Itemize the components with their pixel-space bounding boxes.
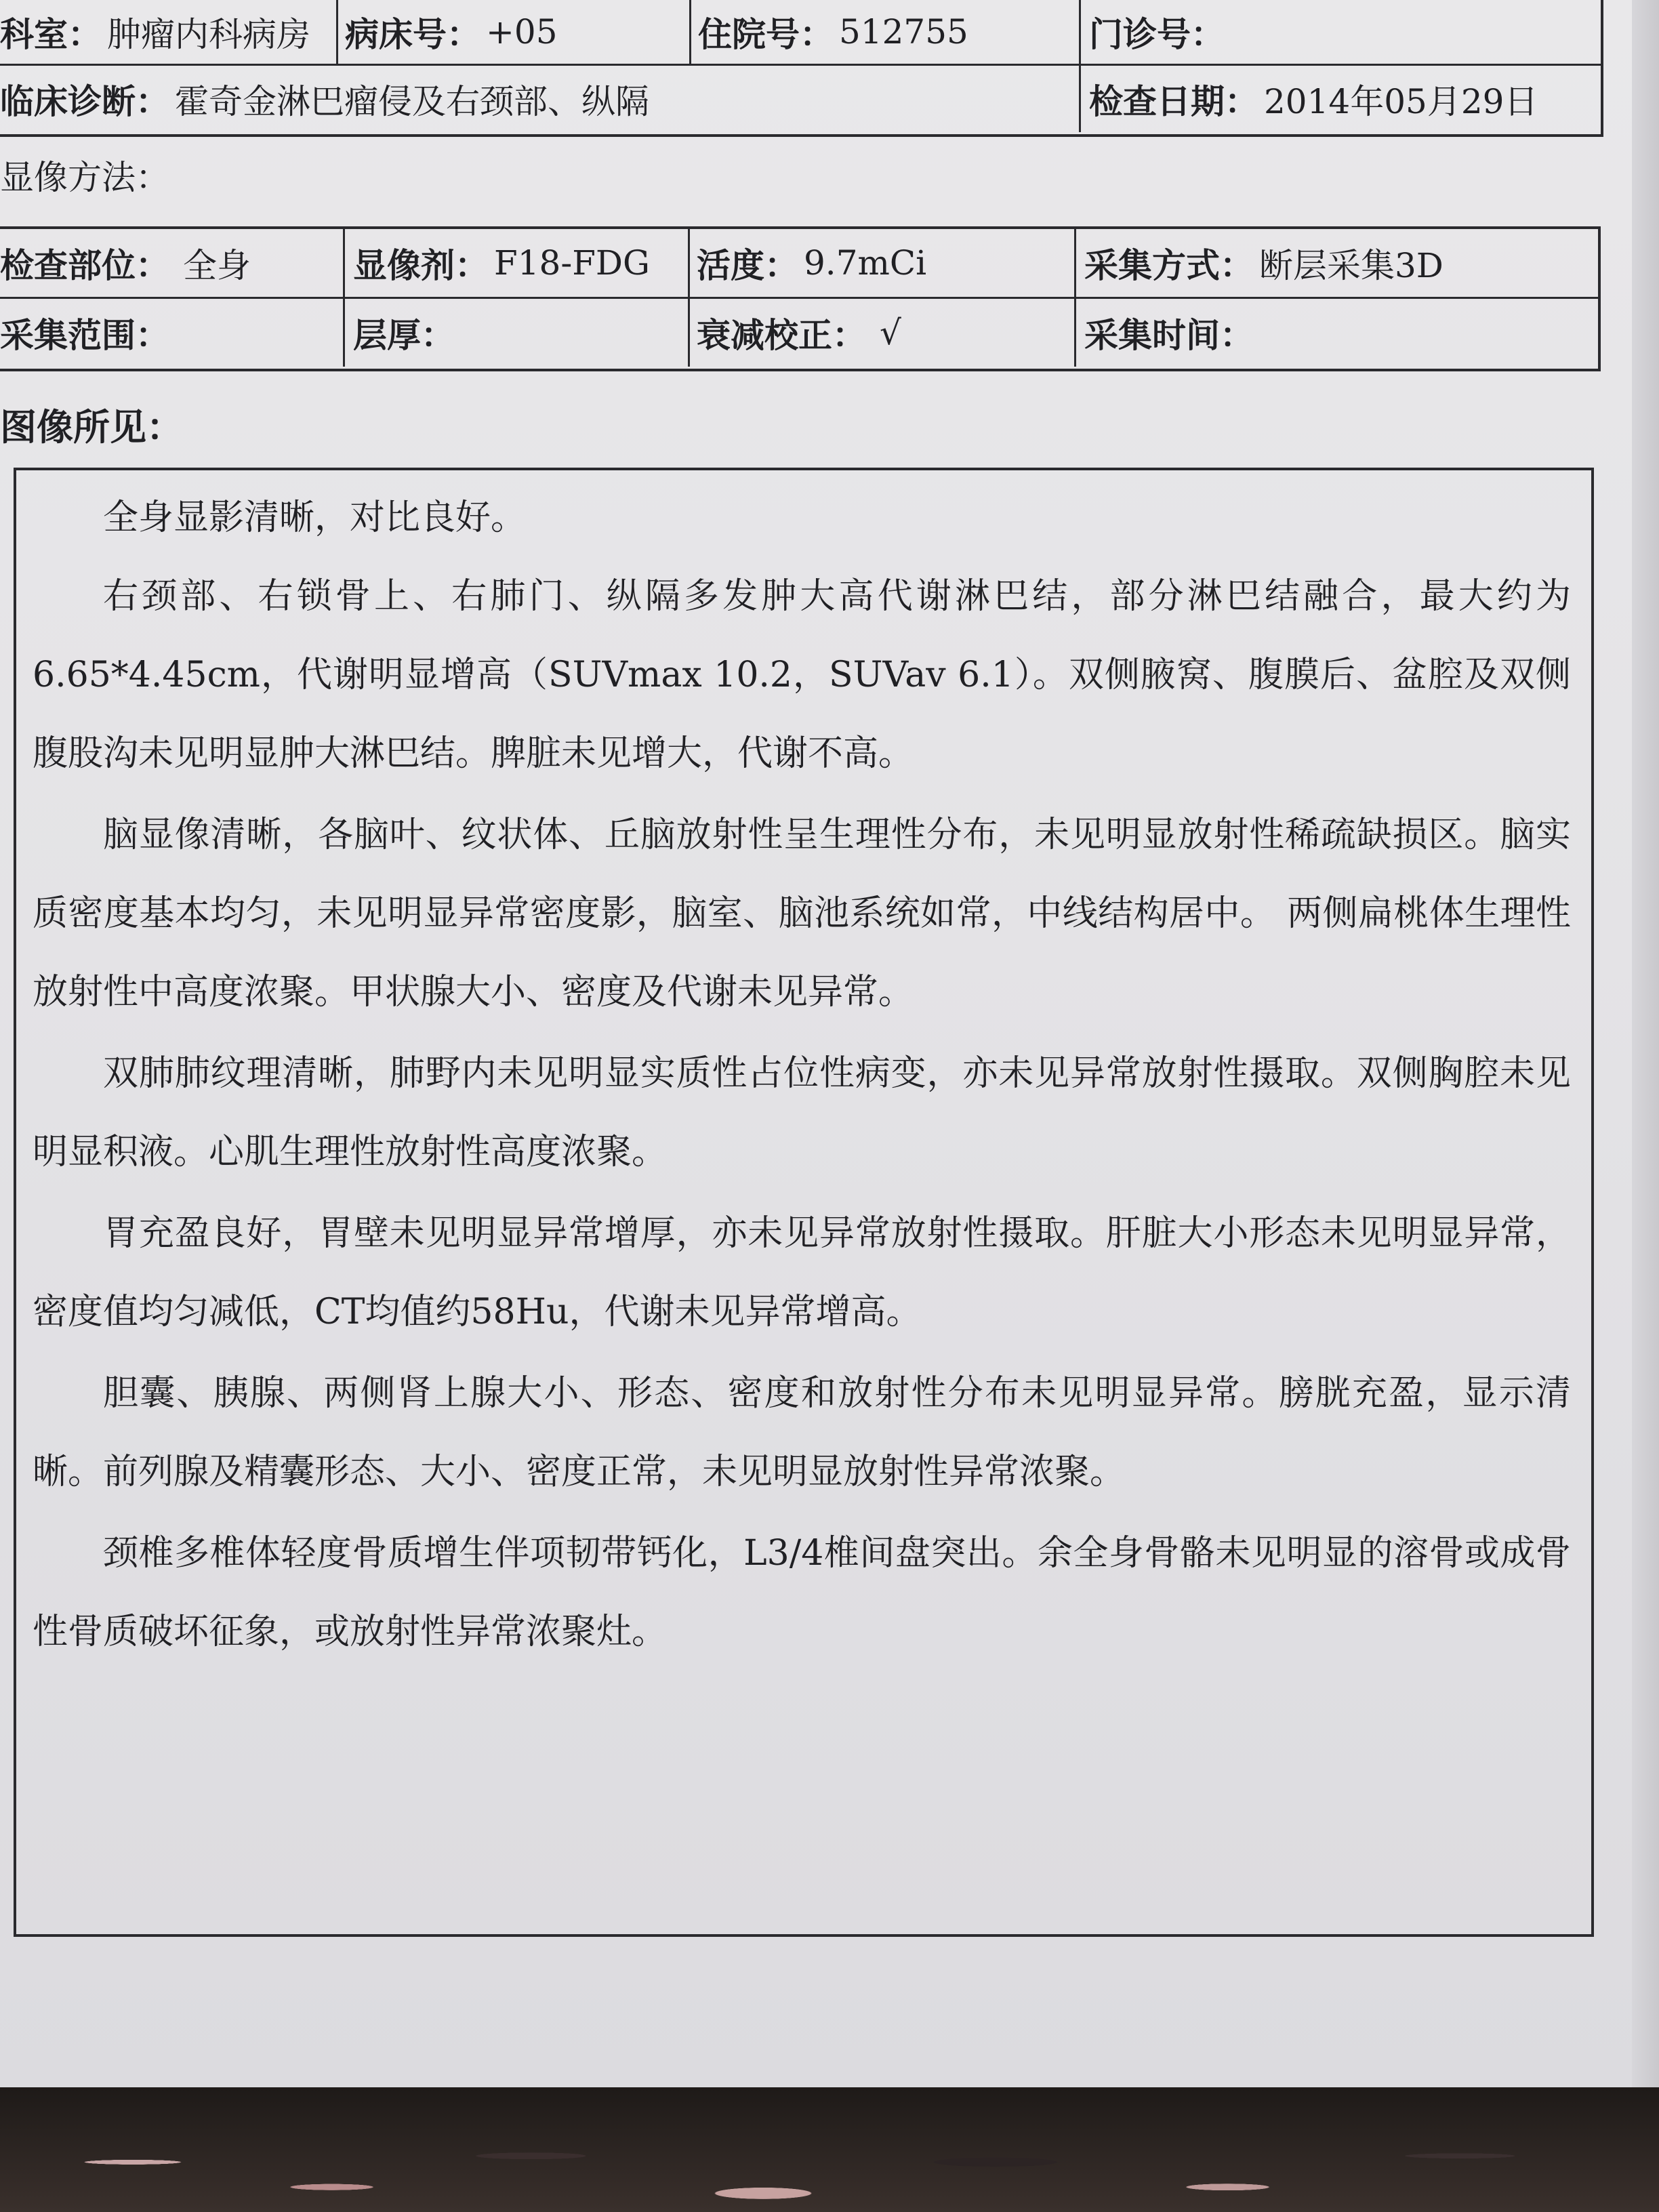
department-cell <box>0 0 338 64</box>
patient-info-row-2 <box>0 66 1601 132</box>
findings-paragraph-4: 双肺肺纹理清晰，肺野内未见明显实质性占位性病变，亦未见异常放射性摄取。双侧胸腔未见明显积液。心肌生理性放射性高度浓聚。 <box>33 1053 1571 1172</box>
department-label: 科室： <box>0 15 102 54</box>
acquisition-table <box>0 226 1601 371</box>
findings-paragraph-2: 右颈部、右锁骨上、右肺门、纵隔多发肿大高代谢淋巴结，部分淋巴结融合，最大约为6.65*4.45cm，代谢明显增高（SUVmax 10.2，SUVav 6.1）。双侧腋窝、腹膜后、盆腔及双侧腹股沟未见明显肿大淋巴结。脾脏未见增大，代谢不高。 <box>33 576 1571 774</box>
imaging-agent-label: 显像剂： <box>353 246 489 285</box>
activity-label: 活度： <box>697 246 798 285</box>
imaging-agent-cell <box>345 229 690 297</box>
diagnosis-value: 霍奇金淋巴瘤侵及右颈部、纵隔 <box>175 82 649 121</box>
acquisition-mode-cell <box>1076 229 1593 297</box>
attenuation-correction-label: 衰减校正： <box>697 316 866 355</box>
patient-info-row-1 <box>0 0 1601 66</box>
exam-date-cell <box>1081 66 1596 132</box>
acquisition-row-1 <box>0 229 1598 299</box>
exam-site-cell <box>0 229 345 297</box>
fabric-background <box>0 2087 1659 2212</box>
diagnosis-label: 临床诊断： <box>0 82 169 121</box>
bed-number-cell <box>338 0 691 64</box>
acquisition-row-2 <box>0 299 1598 367</box>
findings-title: 图像所见： <box>0 406 183 449</box>
activity-cell <box>690 229 1076 297</box>
findings-paragraph-1: 全身显影清晰，对比良好。 <box>103 497 527 538</box>
slice-thickness-label: 层厚： <box>353 316 455 355</box>
clinic-number-label: 门诊号： <box>1089 15 1225 54</box>
slice-thickness-cell <box>345 299 690 367</box>
department-value: 肿瘤内科病房 <box>107 15 310 54</box>
diagnosis-cell <box>0 66 1081 132</box>
acquisition-time-cell <box>1076 299 1593 367</box>
attenuation-correction-cell <box>690 299 1076 367</box>
findings-paragraph-3: 脑显像清晰，各脑叶、纹状体、丘脑放射性呈生理性分布，未见明显放射性稀疏缺损区。脑实质密度基本均匀，未见明显异常密度影，脑室、脑池系统如常，中线结构居中。 两侧扁桃体生理性放射性中高度浓聚。甲状腺大小、密度及代谢未见异常。 <box>33 815 1571 1012</box>
acquisition-time-label: 采集时间： <box>1084 316 1254 355</box>
attenuation-correction-check: √ <box>880 313 901 352</box>
acquisition-range-cell <box>0 299 345 367</box>
activity-value: 9.7mCi <box>804 243 927 283</box>
findings-paragraph-7: 颈椎多椎体轻度骨质增生伴项韧带钙化，L3/4椎间盘突出。余全身骨骼未见明显的溶骨或成骨性骨质破坏征象，或放射性异常浓聚灶。 <box>33 1533 1571 1652</box>
acquisition-mode-label: 采集方式： <box>1084 246 1254 285</box>
findings-paragraph-5: 胃充盈良好，胃壁未见明显异常增厚，亦未见异常放射性摄取。肝脏大小形态未见明显异常，密度值均匀减低，CT均值约58Hu，代谢未见异常增高。 <box>33 1213 1571 1332</box>
findings-box <box>14 468 1594 1937</box>
exam-site-value: 全身 <box>183 246 251 285</box>
imaging-method-label: 显像方法： <box>0 158 169 197</box>
findings-paragraph-6: 胆囊、胰腺、两侧肾上腺大小、形态、密度和放射性分布未见明显异常。膀胱充盈，显示清晰。前列腺及精囊形态、大小、密度正常，未见明显放射性异常浓聚。 <box>33 1373 1571 1492</box>
imaging-agent-value: F18-FDG <box>494 243 650 283</box>
exam-date-label: 检查日期： <box>1089 82 1258 121</box>
patient-info-table <box>0 0 1603 137</box>
bed-number-label: 病床号： <box>345 15 480 54</box>
desk-edge <box>1632 0 1659 2087</box>
acquisition-range-label: 采集范围： <box>0 316 169 355</box>
clinic-number-cell <box>1081 0 1596 64</box>
exam-date-value: 2014年05月29日 <box>1264 82 1538 121</box>
exam-site-label: 检查部位： <box>0 246 169 285</box>
admission-number-label: 住院号： <box>698 15 834 54</box>
acquisition-mode-value: 断层采集3D <box>1259 246 1443 285</box>
bed-number-value: +05 <box>486 12 558 52</box>
admission-number-cell <box>691 0 1081 64</box>
admission-number-value: 512755 <box>839 12 968 52</box>
